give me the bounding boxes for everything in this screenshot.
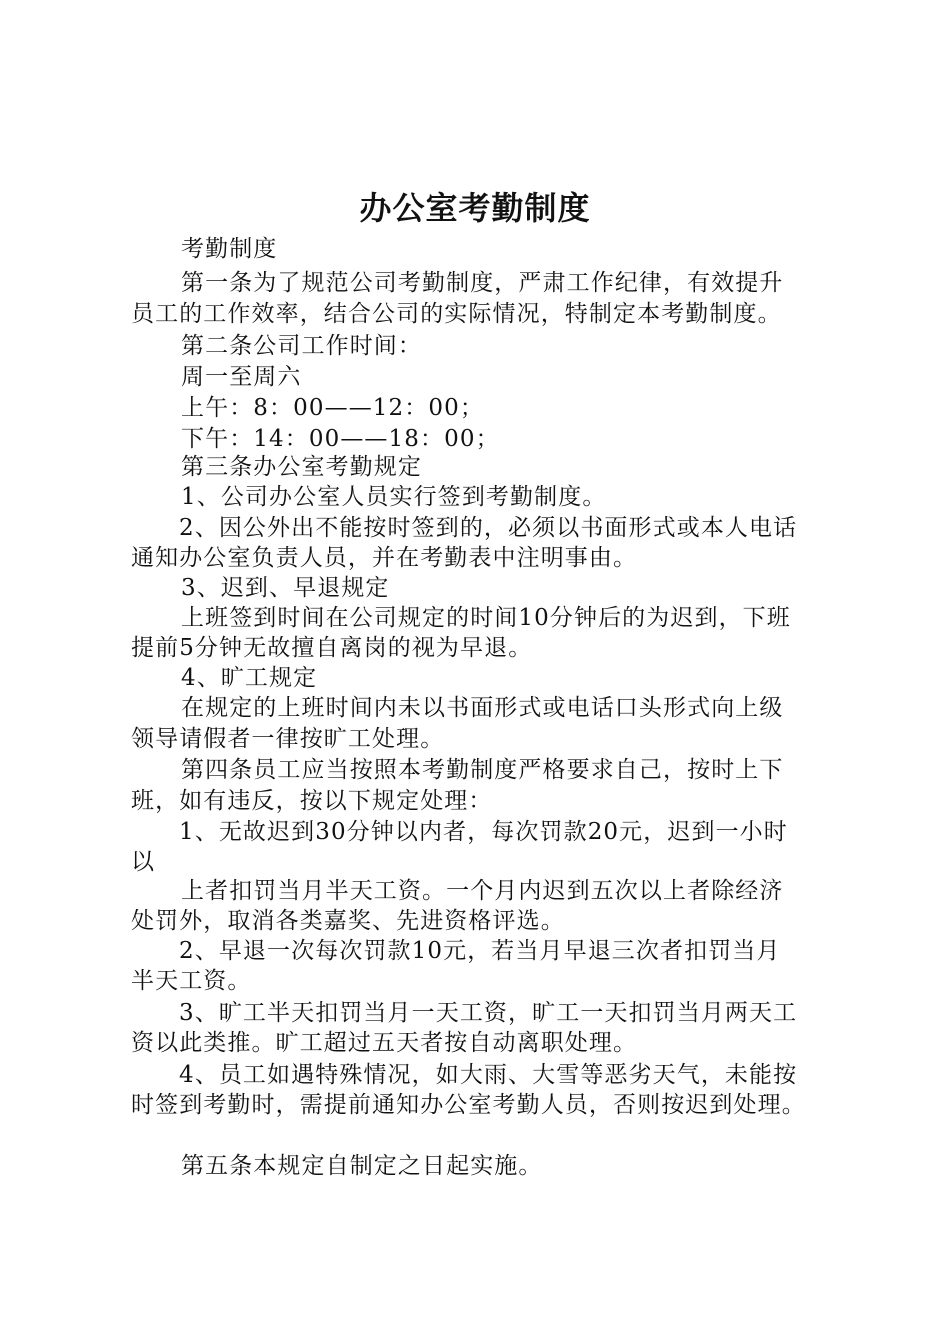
text-line: 4、旷工规定	[181, 665, 318, 691]
text-line: 班，如有违反，按以下规定处理：	[131, 788, 493, 814]
text-line: 以	[131, 849, 156, 875]
text-line: 第三条办公室考勤规定	[181, 454, 422, 480]
text-line: 资以此类推。旷工超过五天者按自动离职处理。	[131, 1030, 638, 1056]
text-line: 第一条为了规范公司考勤制度，严肃工作纪律，有效提升	[181, 270, 784, 296]
text-line: 上午：8：00——12：00；	[181, 395, 484, 421]
text-line: 第五条本规定自制定之日起实施。	[181, 1153, 543, 1179]
text-line: 时签到考勤时，需提前通知办公室考勤人员，否则按迟到处理。	[131, 1092, 806, 1118]
text-line: 在规定的上班时间内未以书面形式或电话口头形式向上级	[181, 695, 784, 721]
text-line: 半天工资。	[131, 968, 252, 994]
text-line: 处罚外，取消各类嘉奖、先进资格评选。	[131, 908, 565, 934]
text-line: 上者扣罚当月半天工资。一个月内迟到五次以上者除经济	[181, 878, 784, 904]
text-line: 领导请假者一律按旷工处理。	[131, 726, 445, 752]
text-line: 上班签到时间在公司规定的时间10分钟后的为迟到，下班	[181, 605, 791, 631]
text-line: 3、旷工半天扣罚当月一天工资，旷工一天扣罚当月两天工	[179, 1000, 798, 1026]
text-line: 周一至周六	[181, 364, 302, 390]
text-line: 1、无故迟到30分钟以内者，每次罚款20元，迟到一小时	[179, 819, 788, 845]
text-line: 4、员工如遇特殊情况，如大雨、大雪等恶劣天气，未能按	[179, 1062, 798, 1088]
text-line: 考勤制度	[181, 236, 278, 262]
text-line: 第二条公司工作时间：	[181, 333, 422, 359]
text-line: 员工的工作效率，结合公司的实际情况，特制定本考勤制度。	[131, 301, 782, 327]
text-line: 1、公司办公室人员实行签到考勤制度。	[181, 484, 607, 510]
text-line: 2、早退一次每次罚款10元，若当月早退三次者扣罚当月	[179, 938, 781, 964]
text-line: 3、迟到、早退规定	[181, 575, 390, 601]
text-line: 通知办公室负责人员，并在考勤表中注明事由。	[131, 545, 638, 571]
text-line: 2、因公外出不能按时签到的，必须以书面形式或本人电话	[179, 515, 798, 541]
text-line: 提前5分钟无故擅自离岗的视为早退。	[131, 635, 533, 661]
text-line: 下午：14：00——18：00；	[181, 426, 500, 452]
document-title: 办公室考勤制度	[359, 189, 591, 227]
text-line: 第四条员工应当按照本考勤制度严格要求自己，按时上下	[181, 757, 784, 783]
